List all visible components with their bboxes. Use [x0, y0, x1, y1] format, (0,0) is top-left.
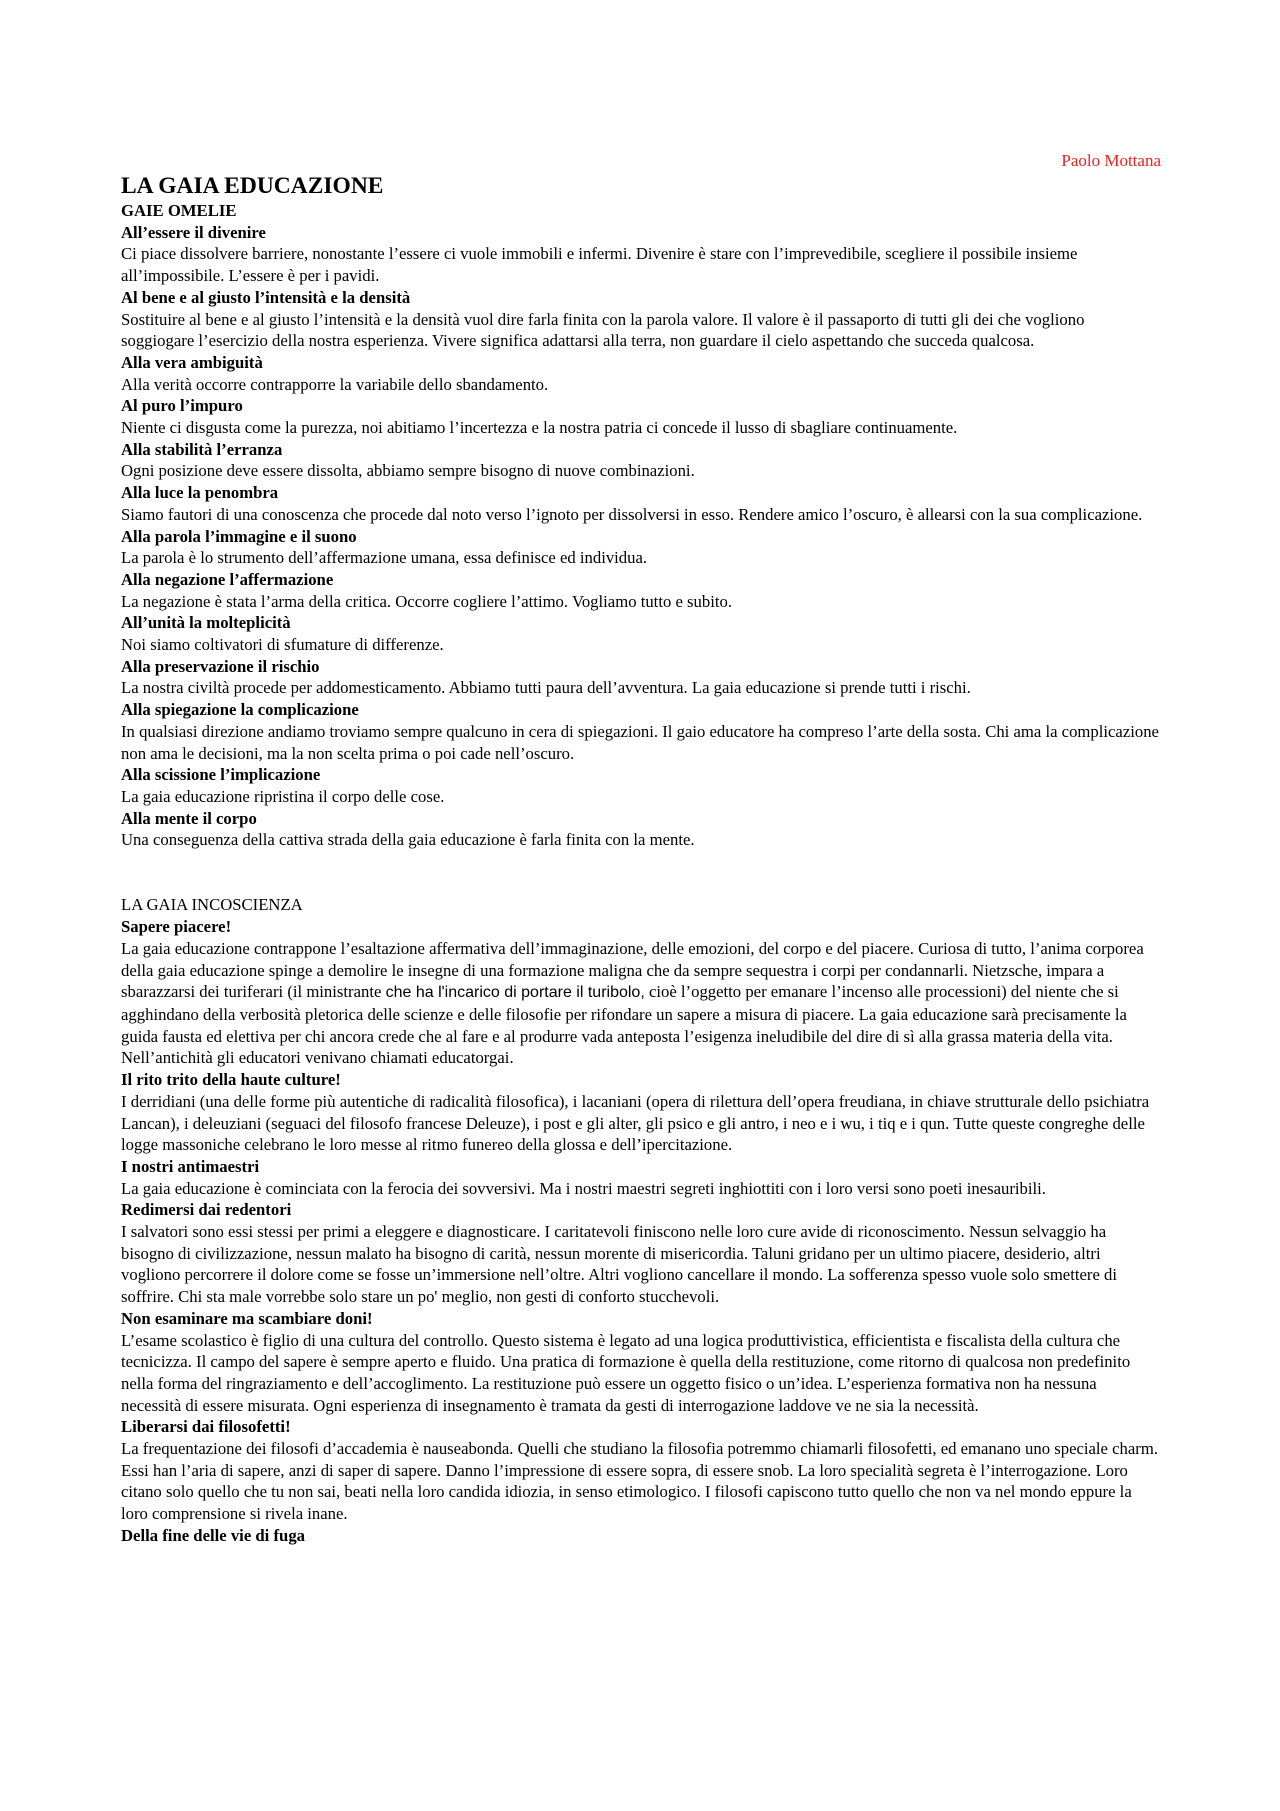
section-title: LA GAIA INCOSCIENZA	[121, 895, 303, 915]
omelia-text: Alla verità occorre contrapporre la variabile dello sbandamento.	[121, 374, 549, 394]
omelia-heading: Al puro l’impuro	[121, 396, 243, 416]
section-paragraph	[121, 938, 1161, 1069]
omelia-text: In qualsiasi direzione andiamo troviamo sempre qualcuno in cera di spiegazioni. Il gaio educatore ha compreso l’arte della sosta. Chi ama la complicazione non ama le decisioni, ma la non scelta prima o poi cade nell’oscuro.	[121, 721, 1159, 763]
omelia-text: Noi siamo coltivatori di sfumature di differenze.	[121, 635, 444, 655]
section-heading: Sapere piacere!	[121, 917, 232, 937]
omelia-heading: Alla stabilità l’erranza	[121, 439, 283, 459]
omelia-text: La gaia educazione ripristina il corpo delle cose.	[121, 786, 445, 806]
omelia-heading: Alla luce la penombra	[121, 483, 279, 503]
author-name: Paolo Mottana	[1061, 151, 1161, 170]
omelia-text: Ci piace dissolvere barriere, nonostante l’essere ci vuole immobili e infermi. Divenire è stare con l’imprevedibile, scegliere il possibile insieme all’impossibile. L’essere è per i pavidi.	[121, 244, 1078, 286]
omelia-heading: Alla negazione l’affermazione	[121, 569, 334, 589]
section-heading: Il rito trito della haute culture!	[121, 1070, 341, 1090]
document-title: LA GAIA EDUCAZIONE	[121, 173, 384, 199]
omelia-heading: All’unità la molteplicità	[121, 613, 291, 633]
omelia-text: Siamo fautori di una conoscenza che procede dal noto verso l’ignoto per dissolversi in esso. Rendere amico l’oscuro, è allearsi con la sua complicazione.	[121, 504, 1143, 524]
section-spacer	[121, 873, 1161, 895]
paragraph-text: La gaia educazione contrappone l’esaltazione affermativa dell’immaginazione, delle emozioni, del corpo e del piacere. Curiosa di tutto, l’anima corporea della gaia educazione spinge a demolire le insegne di una formazione maligna che da sempre sequestra i corpi per condannarli. Nietzsche, impara a sbarazzarsi dei turiferari (il ministrante	[121, 938, 1144, 1002]
section-subtitle: GAIE OMELIE	[121, 201, 237, 220]
section-paragraph: La gaia educazione è cominciata con la ferocia dei sovversivi. Ma i nostri maestri segreti inghiottiti con i loro versi sono poeti inesauribili.	[121, 1178, 1046, 1198]
section-spacer	[121, 851, 1161, 873]
section-heading: I nostri antimaestri	[121, 1156, 260, 1176]
omelia-text: Ogni posizione deve essere dissolta, abbiamo sempre bisogno di nuove combinazioni.	[121, 461, 695, 481]
omelia-heading: Alla spiegazione la complicazione	[121, 700, 359, 720]
section-heading: Non esaminare ma scambiare doni!	[121, 1308, 373, 1328]
section-paragraph: I derridiani (una delle forme più autentiche di radicalità filosofica), i lacaniani (opera di rilettura dell’opera freudiana, in chiave strutturale dello psichiatra Lancan), i deleuziani (seguaci del filosofo francese Deleuze), i post e gli alter, gli psico e gli antro, i neo e i wu, i tiq e i qun. Tutte queste congreghe delle logge massoniche celebrano le loro messe al ritmo funereo della glossa e dell’ipercitazione.	[121, 1091, 1150, 1155]
section-paragraph: I salvatori sono essi stessi per primi a eleggere e diagnosticare. I caritatevoli finiscono nelle loro cure avide di riconoscimento. Nessun selvaggio ha bisogno di civilizzazione, nessun malato ha bisogno di carità, nessun morente di misericordia. Taluni gridano per un ultimo piacere, desiderio, altri vogliono percorrere il dolore come se fosse un’immersione nell’oltre. Altri vogliono cancellare il mondo. La sofferenza spesso vuole solo smettere di soffrire. Chi sta male vorrebbe solo stare un po' meglio, non gesti di conforto stucchevoli.	[121, 1222, 1118, 1307]
section-paragraph: La frequentazione dei filosofi d’accademia è nauseabonda. Quelli che studiano la filosofia potremmo chiamarli filosofetti, ed emanano uno speciale charm. Essi han l’aria di sapere, anzi di saper di sapere. Danno l’impressione di essere sopra, di essere snob. La loro specialità segreta è l’interrogazione. Loro citano solo quello che tu non sai, beati nella loro candida idiozia, in senso etimologico. I filosofi capiscono tutto quello che non va nel mondo eppure la loro comprensione si rivela inane.	[121, 1439, 1159, 1524]
paragraph-text: cioè l’oggetto per emanare l’incenso alle processioni) del niente che si agghindano della verbosità pletorica delle scienze e delle filosofie per rifondare un sapere a misura di piacere. La gaia educazione sarà precisamente la guida fausta ed elettiva per chi ancora crede che al fare e al produrre vada anteposta l’esigenza ineludibile del dire di sì alla grassa materia della vita. Nell’antichità gli educatori venivano chiamati educatorgai.	[121, 982, 1127, 1068]
omelia-text: Sostituire al bene e al giusto l’intensità e la densità vuol dire farla finita con la parola valore. Il valore è il passaporto di tutti gli dei che vogliono soggiogare l’esercizio della nostra esperienza. Vivere significa adattarsi alla terra, non guardare il cielo aspettando che succeda qualcosa.	[121, 309, 1085, 351]
omelia-text: La negazione è stata l’arma della critica. Occorre cogliere l’attimo. Vogliamo tutto e subito.	[121, 591, 733, 611]
omelia-text: Niente ci disgusta come la purezza, noi abitiamo l’incertezza e la nostra patria ci concede il lusso di sbagliare continuamente.	[121, 418, 958, 438]
document-page	[121, 150, 1161, 1547]
omelia-text: La nostra civiltà procede per addomesticamento. Abbiamo tutti paura dell’avventura. La gaia educazione si prende tutti i rischi.	[121, 678, 971, 698]
paragraph-text-sans: che ha l'incarico di portare il turibolo,	[385, 984, 645, 1002]
omelia-text: La parola è lo strumento dell’affermazione umana, essa definisce ed individua.	[121, 548, 648, 568]
omelia-heading: Alla vera ambiguità	[121, 352, 263, 372]
omelia-heading: All’essere il divenire	[121, 222, 266, 242]
section-heading: Della fine delle vie di fuga	[121, 1525, 306, 1545]
omelia-heading: Alla parola l’immagine e il suono	[121, 526, 357, 546]
omelia-heading: Al bene e al giusto l’intensità e la densità	[121, 287, 411, 307]
omelia-text: Una conseguenza della cattiva strada della gaia educazione è farla finita con la mente.	[121, 830, 695, 850]
omelia-heading: Alla preservazione il rischio	[121, 656, 320, 676]
omelia-heading: Alla mente il corpo	[121, 808, 257, 828]
section-heading: Liberarsi dai filosofetti!	[121, 1417, 291, 1437]
section-heading: Redimersi dai redentori	[121, 1200, 292, 1220]
section-paragraph: L’esame scolastico è figlio di una cultura del controllo. Questo sistema è legato ad una logica produttivistica, efficientista e fiscalista della cultura che tecnicizza. Il campo del sapere è sempre aperto e fluido. Una pratica di formazione è quella della restituzione, come ritorno di qualcosa non predefinito nella forma del ringraziamento e dell’accoglimento. La restituzione può essere un oggetto fisico o un’idea. L’esperienza formativa non ha nessuna necessità di essere misurata. Ogni esperienza di insegnamento è tramata da gesti di interrogazione laddove ve ne sia la necessità.	[121, 1330, 1131, 1415]
omelia-heading: Alla scissione l’implicazione	[121, 765, 321, 785]
